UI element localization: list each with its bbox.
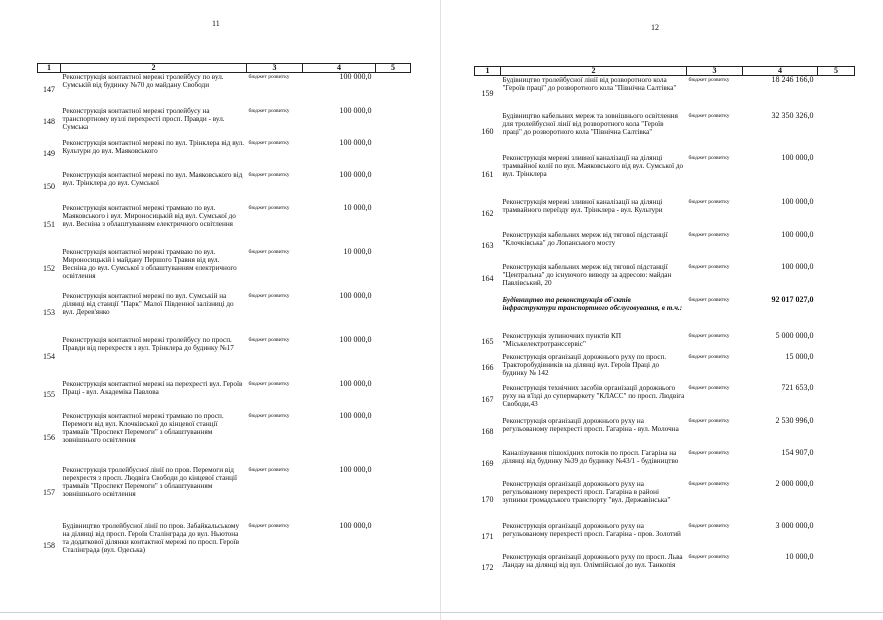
row-number: 170 xyxy=(481,495,494,505)
row-amount: 154 907,0 xyxy=(781,447,814,457)
row-title: Реконструкція організації дорожнього руху на регульованому перехресті просп. Гагаріна - вул. Молочна xyxy=(502,416,679,433)
row-funding-source: бюджет розвитку xyxy=(248,204,290,211)
row-title: Реконструкція зупиночних пунктів КП "Міськелектротранссервіс" xyxy=(502,331,622,348)
budget-table-left xyxy=(37,63,411,572)
row-title: Реконструкція контактної мережі на перехресті вул. Героїв Праці - вул. Академіка Павлова xyxy=(62,379,243,396)
row-funding-source: бюджет розвитку xyxy=(248,466,290,473)
row-amount: 100 000,0 xyxy=(339,334,372,344)
row-funding-source: бюджет розвитку xyxy=(688,263,730,270)
row-empty-cell xyxy=(376,466,411,522)
row-title: Реконструкція контактної мережі трамваю по просп. Перемоги від вул. Клочківської до кінцевої станції трамваїв "Проспект Перемоги" з облаштуванням зовнішнього освітлення xyxy=(62,411,224,445)
row-number: 169 xyxy=(481,458,494,468)
row-title: Реконструкція контактної мережі тролейбусу на транспортному вузлі перехресті просп. Правди - вул. Сумська xyxy=(62,106,225,132)
row-empty-cell xyxy=(376,248,411,292)
row-funding-source: бюджет розвитку xyxy=(248,412,290,419)
row-title: Реконструкція технічних засобів організації дорожнього руху на в'їзді до супермаркету "КЛАСС" по просп. Людвіга Свободи,43 xyxy=(502,383,685,409)
row-funding-source: бюджет розвитку xyxy=(688,112,730,119)
row-empty-cell xyxy=(376,380,411,412)
table-row xyxy=(38,107,411,139)
row-empty-cell xyxy=(818,112,855,154)
row-funding-source: бюджет розвитку xyxy=(688,353,730,360)
row-number: 157 xyxy=(43,488,55,498)
row-empty-cell xyxy=(818,296,855,332)
row-funding-source: бюджет розвитку xyxy=(688,553,730,560)
header-cell: 5 xyxy=(376,64,411,73)
row-number: 152 xyxy=(43,264,55,274)
row-amount: 100 000,0 xyxy=(781,196,814,206)
table-row xyxy=(38,412,411,466)
row-empty-cell xyxy=(818,417,855,449)
table-row xyxy=(38,204,411,248)
row-number: 163 xyxy=(481,241,494,251)
row-amount: 100 000,0 xyxy=(781,152,814,162)
header-cell: 1 xyxy=(38,64,61,73)
row-amount: 32 350 326,0 xyxy=(771,110,814,120)
row-title: Реконструкція контактної мережі тролейбусу по просп. Правди від перехрестя з вул. Трінклера до будинку №17 xyxy=(62,335,234,352)
row-funding-source: бюджет розвитку xyxy=(248,292,290,299)
row-empty-cell xyxy=(818,553,855,585)
table-row xyxy=(475,353,855,384)
row-funding-source: бюджет розвитку xyxy=(688,198,730,205)
table-row xyxy=(38,292,411,336)
row-amount: 100 000,0 xyxy=(339,520,372,530)
row-funding-source: бюджет розвитку xyxy=(688,77,730,83)
row-title: Реконструкція контактної мережі тролейбусу по вул. Сумській від будинку №70 до майдану Свободи xyxy=(62,73,224,90)
row-funding-source: бюджет розвитку xyxy=(688,480,730,487)
row-number: 149 xyxy=(43,149,55,159)
row-empty-cell xyxy=(818,449,855,480)
row-empty-cell xyxy=(376,139,411,171)
table-row xyxy=(38,248,411,292)
table-row xyxy=(475,522,855,553)
row-amount: 100 000,0 xyxy=(339,169,372,179)
table-row xyxy=(475,154,855,198)
row-funding-source: бюджет розвитку xyxy=(248,171,290,178)
row-empty-cell xyxy=(818,198,855,231)
row-funding-source: бюджет розвитку xyxy=(248,139,290,146)
row-empty-cell xyxy=(818,522,855,553)
row-amount: 100 000,0 xyxy=(781,229,814,239)
row-funding-source: бюджет розвитку xyxy=(248,248,290,255)
row-title: Будівництво тролейбусної лінії від розворотного кола "Героїв праці" до розворотного кола "Північна Салтівка" xyxy=(502,76,677,93)
row-empty-cell xyxy=(818,332,855,353)
row-title: Реконструкція мережі зливної каналізації на ділянці трамвайного переїзду вул. Трінклера - вул. Культури xyxy=(502,197,663,214)
row-funding-source: бюджет розвитку xyxy=(248,336,290,343)
row-amount: 100 000,0 xyxy=(339,72,372,81)
table-row xyxy=(38,336,411,380)
row-amount: 15 000,0 xyxy=(785,351,814,361)
row-title: Реконструкція контактної мережі по вул. Трінклера від вул. Культури до вул. Маяковського xyxy=(62,138,245,155)
row-title: Реконструкція організації дорожнього руху по просп. Льва Ландау на ділянці від вул. Олімпійської до вул. Танкопія xyxy=(502,552,683,569)
budget-table-right xyxy=(474,66,855,585)
row-number: 167 xyxy=(481,394,494,404)
row-title: Будівництво тролейбусної лінії по пров. Забайкальському на ділянці від просп. Героїв Сталінграда до вул. Ньютона та додаткової ділянки контактної мережі по просп. Героїв Сталінграда (вул. Одеська) xyxy=(62,521,240,555)
page-number-left: 11 xyxy=(212,19,220,28)
table-row xyxy=(475,112,855,154)
row-empty-cell xyxy=(376,336,411,380)
row-number: 151 xyxy=(43,220,55,230)
row-funding-source: бюджет розвитку xyxy=(688,417,730,424)
row-empty-cell xyxy=(376,171,411,204)
table-row xyxy=(475,263,855,296)
row-funding-source: бюджет розвитку xyxy=(248,74,290,80)
table-row xyxy=(475,332,855,353)
row-number: 160 xyxy=(481,127,494,137)
table-row xyxy=(475,417,855,449)
row-empty-cell xyxy=(818,480,855,522)
row-amount: 100 000,0 xyxy=(781,261,814,271)
row-number: 166 xyxy=(481,362,494,372)
header-cell: 3 xyxy=(247,64,303,73)
row-number: 156 xyxy=(43,433,55,443)
row-number: 155 xyxy=(43,390,55,400)
table-row xyxy=(475,198,855,231)
right-page xyxy=(441,0,883,620)
row-title: Реконструкція організації дорожнього руху на регульованому перехресті просп. Гагаріна в районі зупинки громадського транспорту "вул. Державінська" xyxy=(502,479,671,505)
row-funding-source: бюджет розвитку xyxy=(688,522,730,529)
header-cell: 4 xyxy=(743,67,818,76)
row-amount: 3 000 000,0 xyxy=(775,520,814,530)
row-title: Реконструкція контактної мережі трамваю по вул. Маяковського і вул. Мироносицькій від вул. Сумської до вул. Весніна з облаштуванням електричного освітлення xyxy=(62,203,236,229)
row-amount: 10 000,0 xyxy=(343,246,372,256)
row-amount: 18 246 166,0 xyxy=(771,75,814,84)
row-empty-cell xyxy=(376,292,411,336)
header-cell: 3 xyxy=(687,67,743,76)
row-title: Будівництво та реконструкція об'єктів інфраструктури транспортного обслуговування, в т.ч.: xyxy=(502,295,683,312)
header-cell: 2 xyxy=(61,64,247,73)
row-title: Реконструкція мережі зливної каналізації на ділянці трамвайної колії по вул. Маяковського від вул. Сумської до вул. Трінклера xyxy=(502,153,684,179)
row-number: 153 xyxy=(43,308,55,318)
row-number: 162 xyxy=(481,208,494,218)
row-title: Реконструкція контактної мережі по вул. Маяковського від вул. Трінклера до вул. Сумської xyxy=(62,170,243,187)
row-number: 164 xyxy=(481,273,494,283)
table-row xyxy=(475,76,855,112)
row-number: 154 xyxy=(43,352,55,362)
row-funding-source: бюджет розвитку xyxy=(688,384,730,391)
row-amount: 100 000,0 xyxy=(339,105,372,115)
row-number: 165 xyxy=(481,336,494,346)
row-empty-cell xyxy=(818,231,855,263)
table-row xyxy=(38,380,411,412)
row-funding-source: бюджет розвитку xyxy=(248,380,290,387)
row-title: Реконструкція тролейбусної лінії по пров. Перемоги від перехрестя з просп. Людвіга Свободи до кінцевої станції трамваїв "Проспект Перемоги" з облаштуванням зовнішнього освітлення xyxy=(62,465,237,499)
table-row xyxy=(475,553,855,585)
table-row xyxy=(38,139,411,171)
row-empty-cell xyxy=(376,107,411,139)
header-cell: 1 xyxy=(475,67,501,76)
table-row xyxy=(38,171,411,204)
row-amount: 100 000,0 xyxy=(339,378,372,388)
row-empty-cell xyxy=(376,412,411,466)
row-number: 159 xyxy=(481,88,494,98)
row-number: 147 xyxy=(43,84,55,94)
header-cell: 4 xyxy=(303,64,376,73)
table-row xyxy=(475,296,855,332)
row-empty-cell xyxy=(818,154,855,198)
row-funding-source: бюджет розвитку xyxy=(688,449,730,456)
table-row xyxy=(38,466,411,522)
row-empty-cell xyxy=(376,522,411,572)
row-funding-source: бюджет розвитку xyxy=(248,522,290,529)
row-number: 150 xyxy=(43,181,55,191)
header-cell: 2 xyxy=(501,67,687,76)
table-row xyxy=(475,384,855,417)
row-title: Реконструкція контактної мережі по вул. Сумській на ділянці від станції "Парк" Малої Південної залізниці до вул. Дерев'янко xyxy=(62,291,234,317)
row-title: Реконструкція контактної мережі трамваю по вул. Мироносицькій і майдану Першого Травня від вул. Весніна до вул. Сумської з облаштуванням електричного освітлення xyxy=(62,247,237,281)
row-amount: 2 000 000,0 xyxy=(775,478,814,488)
row-empty-cell xyxy=(818,263,855,296)
left-page xyxy=(0,0,440,620)
row-number: 161 xyxy=(481,170,494,180)
table-row xyxy=(38,522,411,572)
table-row xyxy=(475,480,855,522)
row-amount: 100 000,0 xyxy=(339,290,372,300)
row-number: 158 xyxy=(43,541,55,551)
row-funding-source: бюджет розвитку xyxy=(688,332,730,339)
row-title: Реконструкція кабельних мереж від тягової підстанції "Клочківська" до Лопанського мосту xyxy=(502,230,668,247)
page-number-right: 12 xyxy=(651,23,659,32)
row-amount: 10 000,0 xyxy=(785,551,814,561)
row-number xyxy=(475,296,501,332)
row-amount: 2 530 996,0 xyxy=(775,415,814,425)
header-cell: 5 xyxy=(818,67,855,76)
row-amount: 92 017 027,0 xyxy=(771,294,814,304)
row-amount: 10 000,0 xyxy=(343,202,372,212)
row-empty-cell xyxy=(376,204,411,248)
row-funding-source: бюджет розвитку xyxy=(688,154,730,161)
row-funding-source: бюджет розвитку xyxy=(248,107,290,114)
table-row xyxy=(475,231,855,263)
row-number: 172 xyxy=(481,563,494,573)
row-empty-cell xyxy=(818,76,855,112)
row-funding-source: бюджет розвитку xyxy=(688,231,730,238)
row-amount: 100 000,0 xyxy=(339,464,372,474)
row-number: 168 xyxy=(481,427,494,437)
table-row xyxy=(475,449,855,480)
row-empty-cell xyxy=(818,353,855,384)
row-title: Реконструкція організації дорожнього руху по просп. Тракторобудівників на ділянці вул. Героїв Праці до будинку № 142 xyxy=(502,352,667,378)
row-empty-cell xyxy=(376,73,411,107)
row-title: Реконструкція кабельних мереж від тягової підстанції "Центральна" до існуючого виводу за адресою: майдан Павлівський, 20 xyxy=(502,262,672,288)
row-funding-source: бюджет розвитку xyxy=(688,296,730,303)
row-amount: 100 000,0 xyxy=(339,137,372,147)
row-empty-cell xyxy=(818,384,855,417)
row-title: Будівництво кабельних мереж та зовнішнього освітлення для тролейбусної лінії від розворотного кола "Героїв праці" до розворотного кола "Північна Салтівка" xyxy=(502,111,678,137)
row-number: 148 xyxy=(43,117,55,127)
row-amount: 5 000 000,0 xyxy=(775,330,814,340)
row-amount: 100 000,0 xyxy=(339,410,372,420)
row-amount: 721 653,0 xyxy=(781,382,814,392)
row-title: Каналізування пішохідних потоків по просп. Гагаріна на ділянці від будинку №39 до будинку №43/1 - будівництво xyxy=(502,448,679,465)
row-number: 171 xyxy=(481,531,494,541)
scan-bottom-edge xyxy=(0,612,883,613)
row-title: Реконструкція організації дорожнього руху на регульованому перехресті просп. Гагаріна - пров. Золотий xyxy=(502,521,681,538)
table-row xyxy=(38,73,411,107)
